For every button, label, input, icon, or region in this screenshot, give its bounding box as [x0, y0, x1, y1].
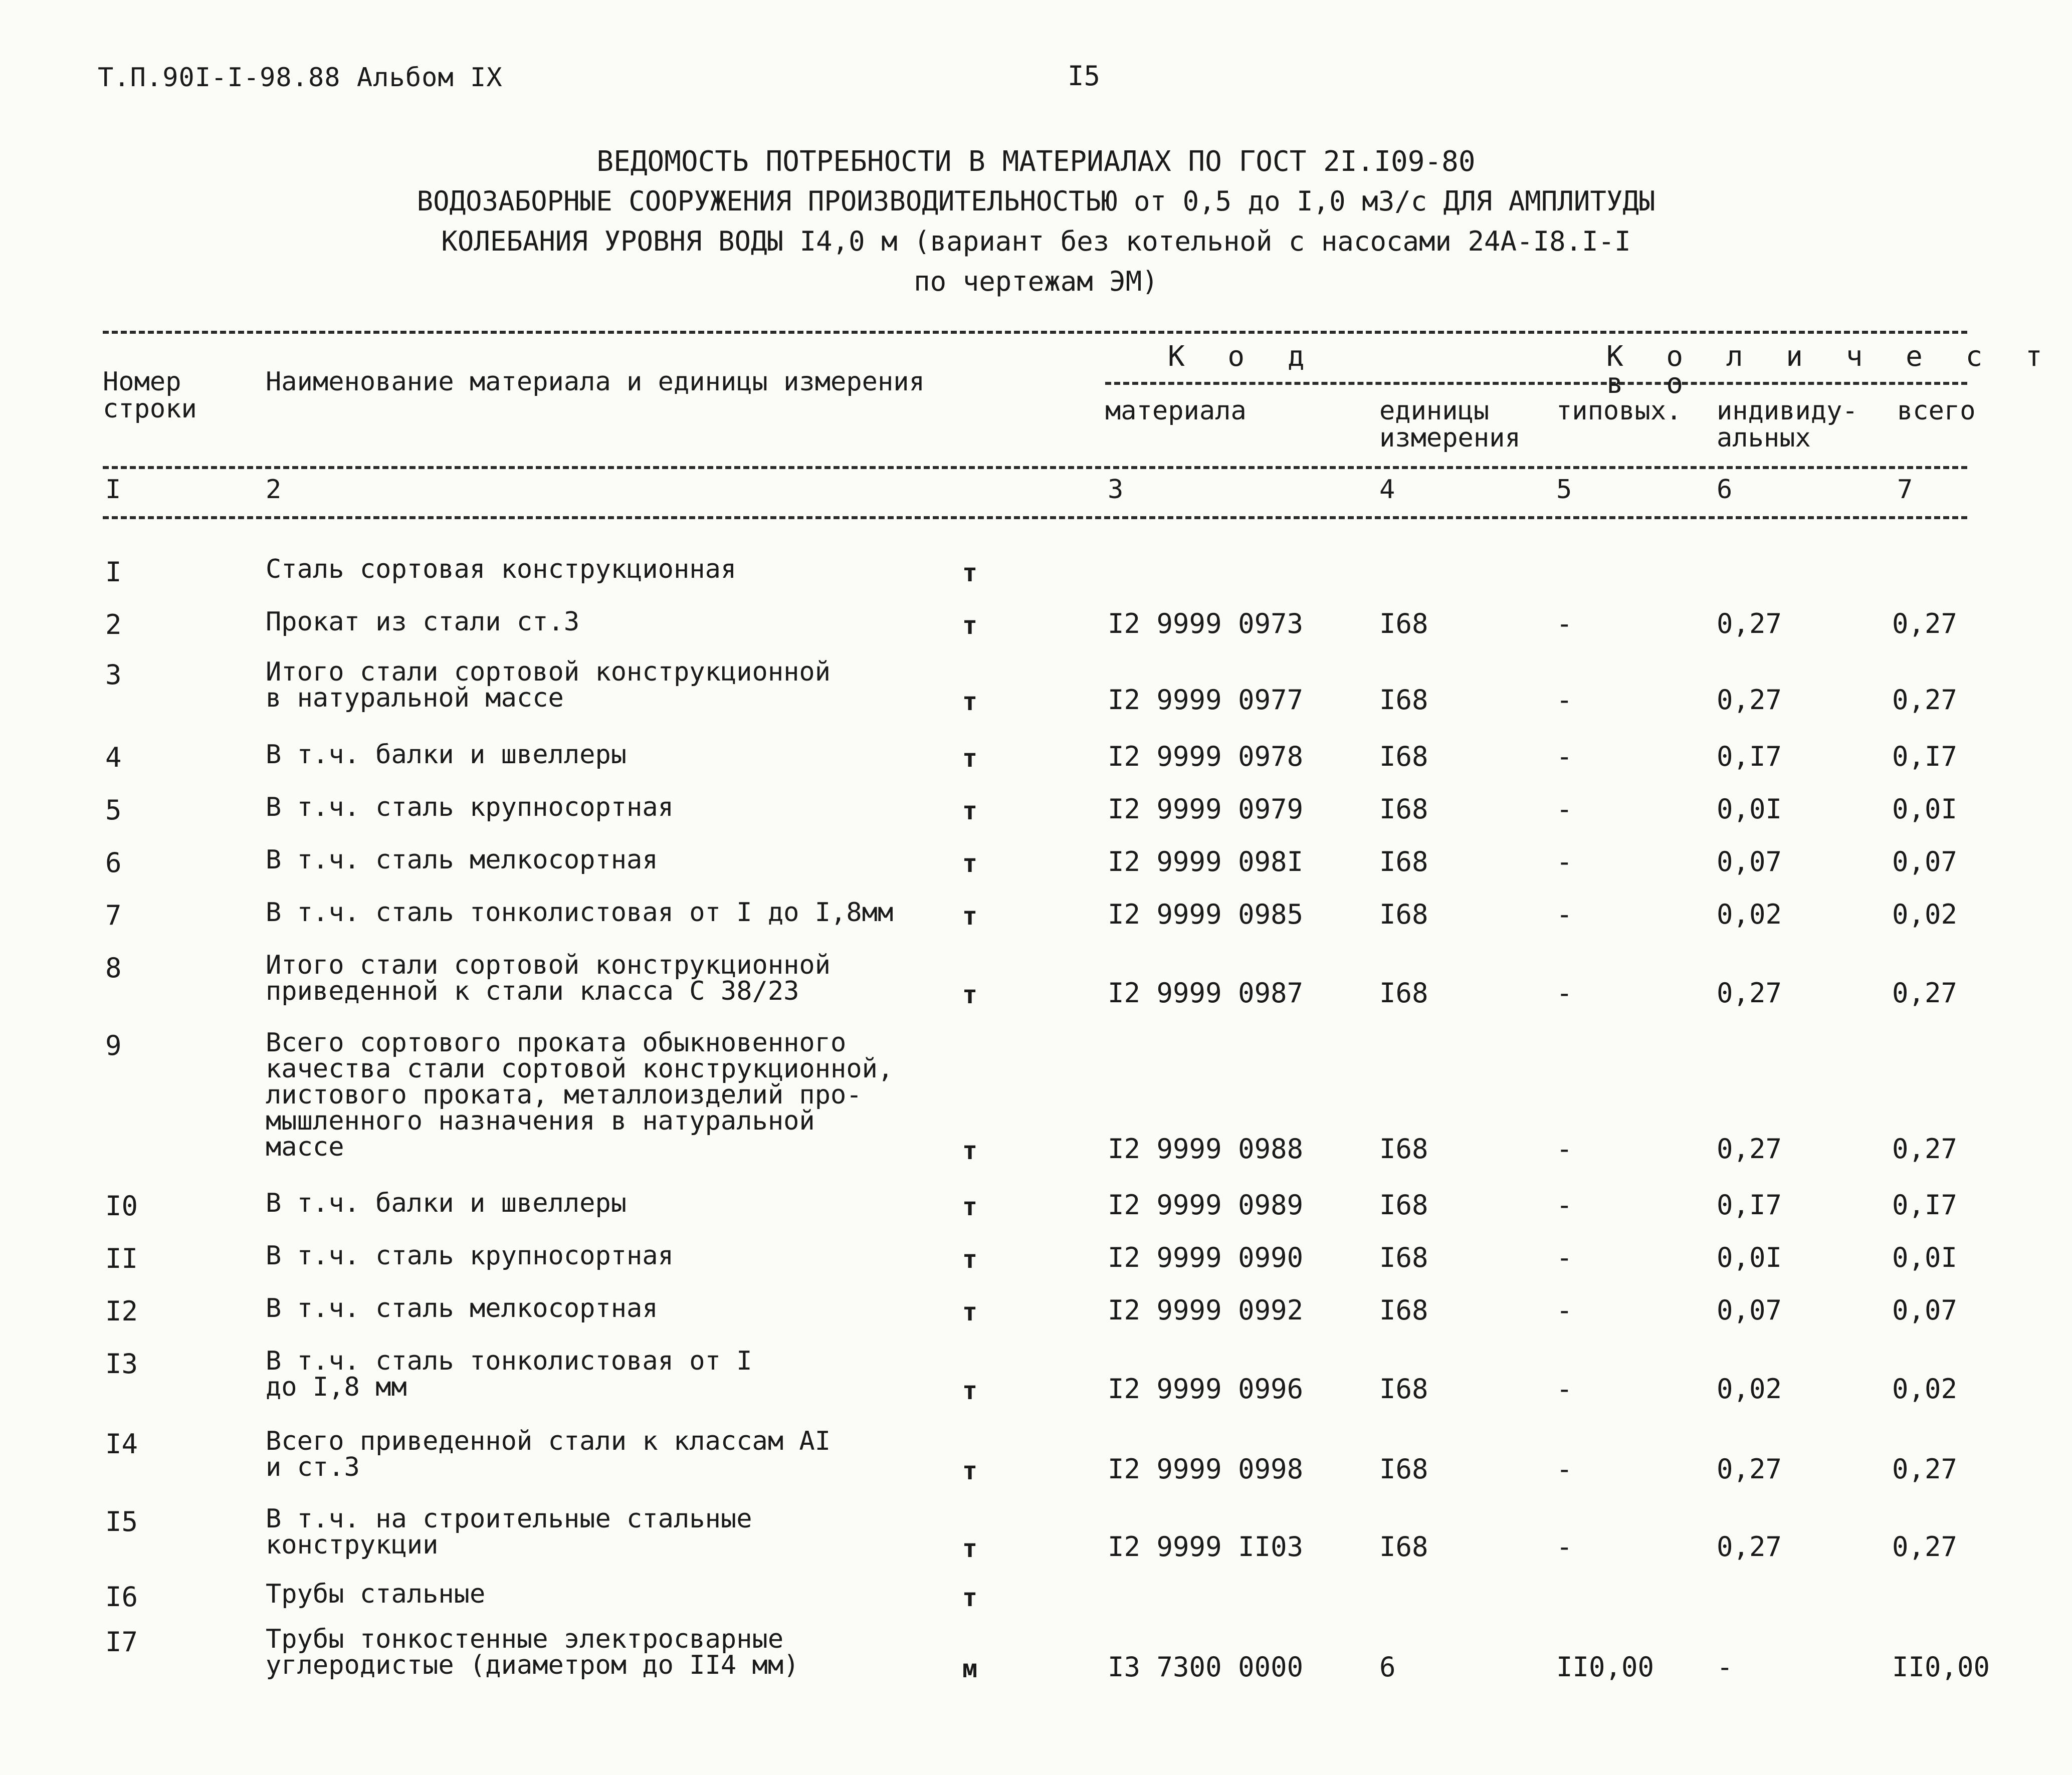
quantity-individual: 0,07: [1717, 1294, 1782, 1326]
quantity-total: 0,0I: [1892, 793, 1958, 825]
material-code: I2 9999 0992: [1108, 1294, 1304, 1326]
unit-code: I68: [1379, 846, 1428, 877]
row-number: I6: [105, 1581, 138, 1613]
quantity-typical: -: [1556, 741, 1573, 772]
quantity-total: 0,27: [1892, 684, 1958, 716]
material-code: I2 9999 0989: [1108, 1189, 1304, 1221]
unit-code: I68: [1379, 793, 1428, 825]
row-number: I3: [105, 1348, 138, 1380]
unit-code: I68: [1379, 977, 1428, 1009]
row-number: I: [105, 556, 122, 588]
unit-of-measure: т: [962, 1245, 978, 1274]
document-reference: Т.П.90I-I-98.88 Альбом IX: [98, 63, 503, 93]
header-typical: типовых.: [1556, 396, 1682, 426]
unit-of-measure: т: [962, 980, 978, 1009]
column-number: 3: [1108, 475, 1124, 505]
material-name: Всего сортового проката обыкновенного качества стали сортовой конструкционной, листового проката, металлоизделий про- мышленного назначения в натуральной массе: [266, 1028, 894, 1162]
row-number: I7: [105, 1626, 138, 1658]
material-name: В т.ч. сталь тонколистовая от I до I,8 мм: [266, 1346, 752, 1402]
column-number: 6: [1717, 475, 1733, 505]
quantity-typical: -: [1556, 977, 1573, 1009]
material-code: I2 9999 0973: [1108, 608, 1304, 639]
quantity-typical: -: [1556, 846, 1573, 877]
quantity-total: II0,00: [1892, 1651, 1990, 1683]
header-quantity-group: К о л и ч е с т в о: [1606, 340, 2055, 400]
unit-of-measure: т: [962, 1297, 978, 1326]
row-number: 2: [105, 609, 122, 640]
unit-of-measure: т: [962, 744, 978, 773]
quantity-individual: 0,07: [1717, 846, 1782, 877]
unit-code: I68: [1379, 741, 1428, 772]
unit-code: I68: [1379, 1189, 1428, 1221]
quantity-individual: -: [1717, 1651, 1733, 1683]
quantity-total: 0,02: [1892, 899, 1958, 930]
quantity-typical: -: [1556, 1453, 1573, 1485]
row-number: 9: [105, 1030, 122, 1061]
unit-of-measure: т: [962, 1456, 978, 1485]
unit-of-measure: т: [962, 1376, 978, 1405]
quantity-total: 0,07: [1892, 1294, 1958, 1326]
quantity-total: 0,07: [1892, 846, 1958, 877]
quantity-typical: -: [1556, 1373, 1573, 1405]
row-number: 6: [105, 847, 122, 878]
quantity-individual: 0,02: [1717, 1373, 1782, 1405]
material-name: В т.ч. балки и швеллеры: [266, 740, 627, 770]
row-number: 4: [105, 742, 122, 773]
material-code: I2 9999 0996: [1108, 1373, 1304, 1405]
quantity-total: 0,27: [1892, 1133, 1958, 1165]
material-name: В т.ч. сталь мелкосортная: [266, 845, 658, 875]
quantity-typical: -: [1556, 899, 1573, 930]
row-number: I5: [105, 1506, 138, 1537]
quantity-individual: 0,27: [1717, 1133, 1782, 1165]
header-total: всего: [1897, 396, 1976, 426]
unit-code: I68: [1379, 1133, 1428, 1165]
header-unit: единицы измерения: [1379, 396, 1521, 453]
material-name: В т.ч. на строительные стальные конструкции: [266, 1504, 752, 1560]
unit-of-measure: т: [962, 849, 978, 878]
material-code: I2 9999 II03: [1108, 1531, 1304, 1563]
material-name: Сталь сортовая конструкционная: [266, 554, 737, 584]
quantity-total: 0,I7: [1892, 741, 1958, 772]
quantity-total: 0,27: [1892, 608, 1958, 639]
quantity-total: 0,27: [1892, 1453, 1958, 1485]
unit-code: I68: [1379, 1242, 1428, 1273]
quantity-total: 0,0I: [1892, 1242, 1958, 1273]
quantity-typical: -: [1556, 608, 1573, 639]
unit-of-measure: м: [962, 1654, 978, 1683]
column-number: 4: [1379, 475, 1395, 505]
title-line-2: ВОДОЗАБОРНЫЕ СООРУЖЕНИЯ ПРОИЗВОДИТЕЛЬНОСТЬЮ от 0,5 до I,0 м3/с ДЛЯ АМПЛИТУДЫ: [417, 185, 1655, 217]
quantity-typical: II0,00: [1556, 1651, 1654, 1683]
header-material: материала: [1105, 396, 1247, 426]
material-code: I3 7300 0000: [1108, 1651, 1304, 1683]
row-number: 8: [105, 952, 122, 984]
row-number: I4: [105, 1428, 138, 1460]
row-number: I2: [105, 1295, 138, 1327]
quantity-typical: -: [1556, 1294, 1573, 1326]
quantity-individual: 0,27: [1717, 1453, 1782, 1485]
header-rule-bottom: [103, 516, 1967, 519]
material-name: В т.ч. сталь тонколистовая от I до I,8мм: [266, 898, 894, 928]
unit-code: 6: [1379, 1651, 1396, 1683]
header-rule-top: [103, 331, 1967, 334]
material-code: I2 9999 0990: [1108, 1242, 1304, 1273]
row-number: 3: [105, 659, 122, 691]
material-name: Прокат из стали ст.3: [266, 607, 580, 637]
quantity-individual: 0,I7: [1717, 741, 1782, 772]
quantity-total: 0,27: [1892, 1531, 1958, 1563]
quantity-individual: 0,27: [1717, 977, 1782, 1009]
material-code: I2 9999 0987: [1108, 977, 1304, 1009]
quantity-typical: -: [1556, 1531, 1573, 1563]
unit-code: I68: [1379, 1453, 1428, 1485]
header-name: Наименование материала и единицы измерения: [266, 367, 925, 397]
column-number: 7: [1897, 475, 1913, 505]
material-name: В т.ч. сталь мелкосортная: [266, 1293, 658, 1323]
quantity-individual: 0,27: [1717, 684, 1782, 716]
page-number: I5: [1068, 60, 1101, 92]
material-code: I2 9999 0978: [1108, 741, 1304, 772]
unit-code: I68: [1379, 1373, 1428, 1405]
material-code: I2 9999 0998: [1108, 1453, 1304, 1485]
unit-code: I68: [1379, 608, 1428, 639]
unit-code: I68: [1379, 1531, 1428, 1563]
quantity-individual: 0,0I: [1717, 1242, 1782, 1273]
material-name: В т.ч. сталь крупносортная: [266, 792, 674, 822]
quantity-individual: 0,27: [1717, 608, 1782, 639]
row-number: II: [105, 1243, 138, 1274]
material-name: Всего приведенной стали к классам АI и ст.3: [266, 1426, 831, 1482]
quantity-individual: 0,02: [1717, 899, 1782, 930]
quantity-individual: 0,I7: [1717, 1189, 1782, 1221]
material-name: Итого стали сортовой конструкционной приведенной к стали класса С 38/23: [266, 950, 831, 1006]
unit-of-measure: т: [962, 1192, 978, 1221]
unit-of-measure: т: [962, 558, 978, 587]
column-number: 5: [1556, 475, 1572, 505]
unit-code: I68: [1379, 1294, 1428, 1326]
header-rule-middle: [103, 466, 1967, 469]
material-code: I2 9999 0985: [1108, 899, 1304, 930]
quantity-total: 0,27: [1892, 977, 1958, 1009]
quantity-typical: -: [1556, 1133, 1573, 1165]
material-code: I2 9999 0977: [1108, 684, 1304, 716]
material-code: I2 9999 098I: [1108, 846, 1304, 877]
header-individual: индивиду- альных: [1717, 396, 1858, 453]
header-row-number: Номер строки: [103, 367, 197, 424]
quantity-typical: -: [1556, 793, 1573, 825]
unit-code: I68: [1379, 684, 1428, 716]
material-code: I2 9999 0979: [1108, 793, 1304, 825]
material-name: Итого стали сортовой конструкционной в натуральной массе: [266, 657, 831, 713]
unit-of-measure: т: [962, 1583, 978, 1612]
quantity-individual: 0,0I: [1717, 793, 1782, 825]
quantity-typical: -: [1556, 1242, 1573, 1273]
row-number: I0: [105, 1190, 138, 1222]
unit-of-measure: т: [962, 1136, 978, 1165]
quantity-total: 0,I7: [1892, 1189, 1958, 1221]
title-line-4: по чертежам ЭМ): [914, 266, 1158, 297]
unit-of-measure: т: [962, 902, 978, 931]
quantity-individual: 0,27: [1717, 1531, 1782, 1563]
material-name: Трубы тонкостенные электросварные углеродистые (диаметром до II4 мм): [266, 1624, 799, 1680]
quantity-typical: -: [1556, 684, 1573, 716]
row-number: 7: [105, 900, 122, 931]
title-line-3: КОЛЕБАНИЯ УРОВНЯ ВОДЫ I4,0 м (вариант без котельной с насосами 24А-I8.I-I: [441, 226, 1631, 257]
material-name: Трубы стальные: [266, 1579, 486, 1609]
material-name: В т.ч. балки и швеллеры: [266, 1188, 627, 1218]
unit-code: I68: [1379, 899, 1428, 930]
unit-of-measure: т: [962, 796, 978, 825]
header-code-group: К о д: [1168, 340, 1318, 373]
quantity-total: 0,02: [1892, 1373, 1958, 1405]
material-code: I2 9999 0988: [1108, 1133, 1304, 1165]
unit-of-measure: т: [962, 687, 978, 716]
unit-of-measure: т: [962, 1534, 978, 1563]
quantity-typical: -: [1556, 1189, 1573, 1221]
title-line-1: ВЕДОМОСТЬ ПОТРЕБНОСТИ В МАТЕРИАЛАХ ПО ГОСТ 2I.I09-80: [596, 145, 1476, 178]
row-number: 5: [105, 794, 122, 826]
unit-of-measure: т: [962, 611, 978, 640]
column-number: 2: [266, 475, 282, 505]
material-name: В т.ч. сталь крупносортная: [266, 1241, 674, 1271]
column-number: I: [105, 475, 121, 505]
